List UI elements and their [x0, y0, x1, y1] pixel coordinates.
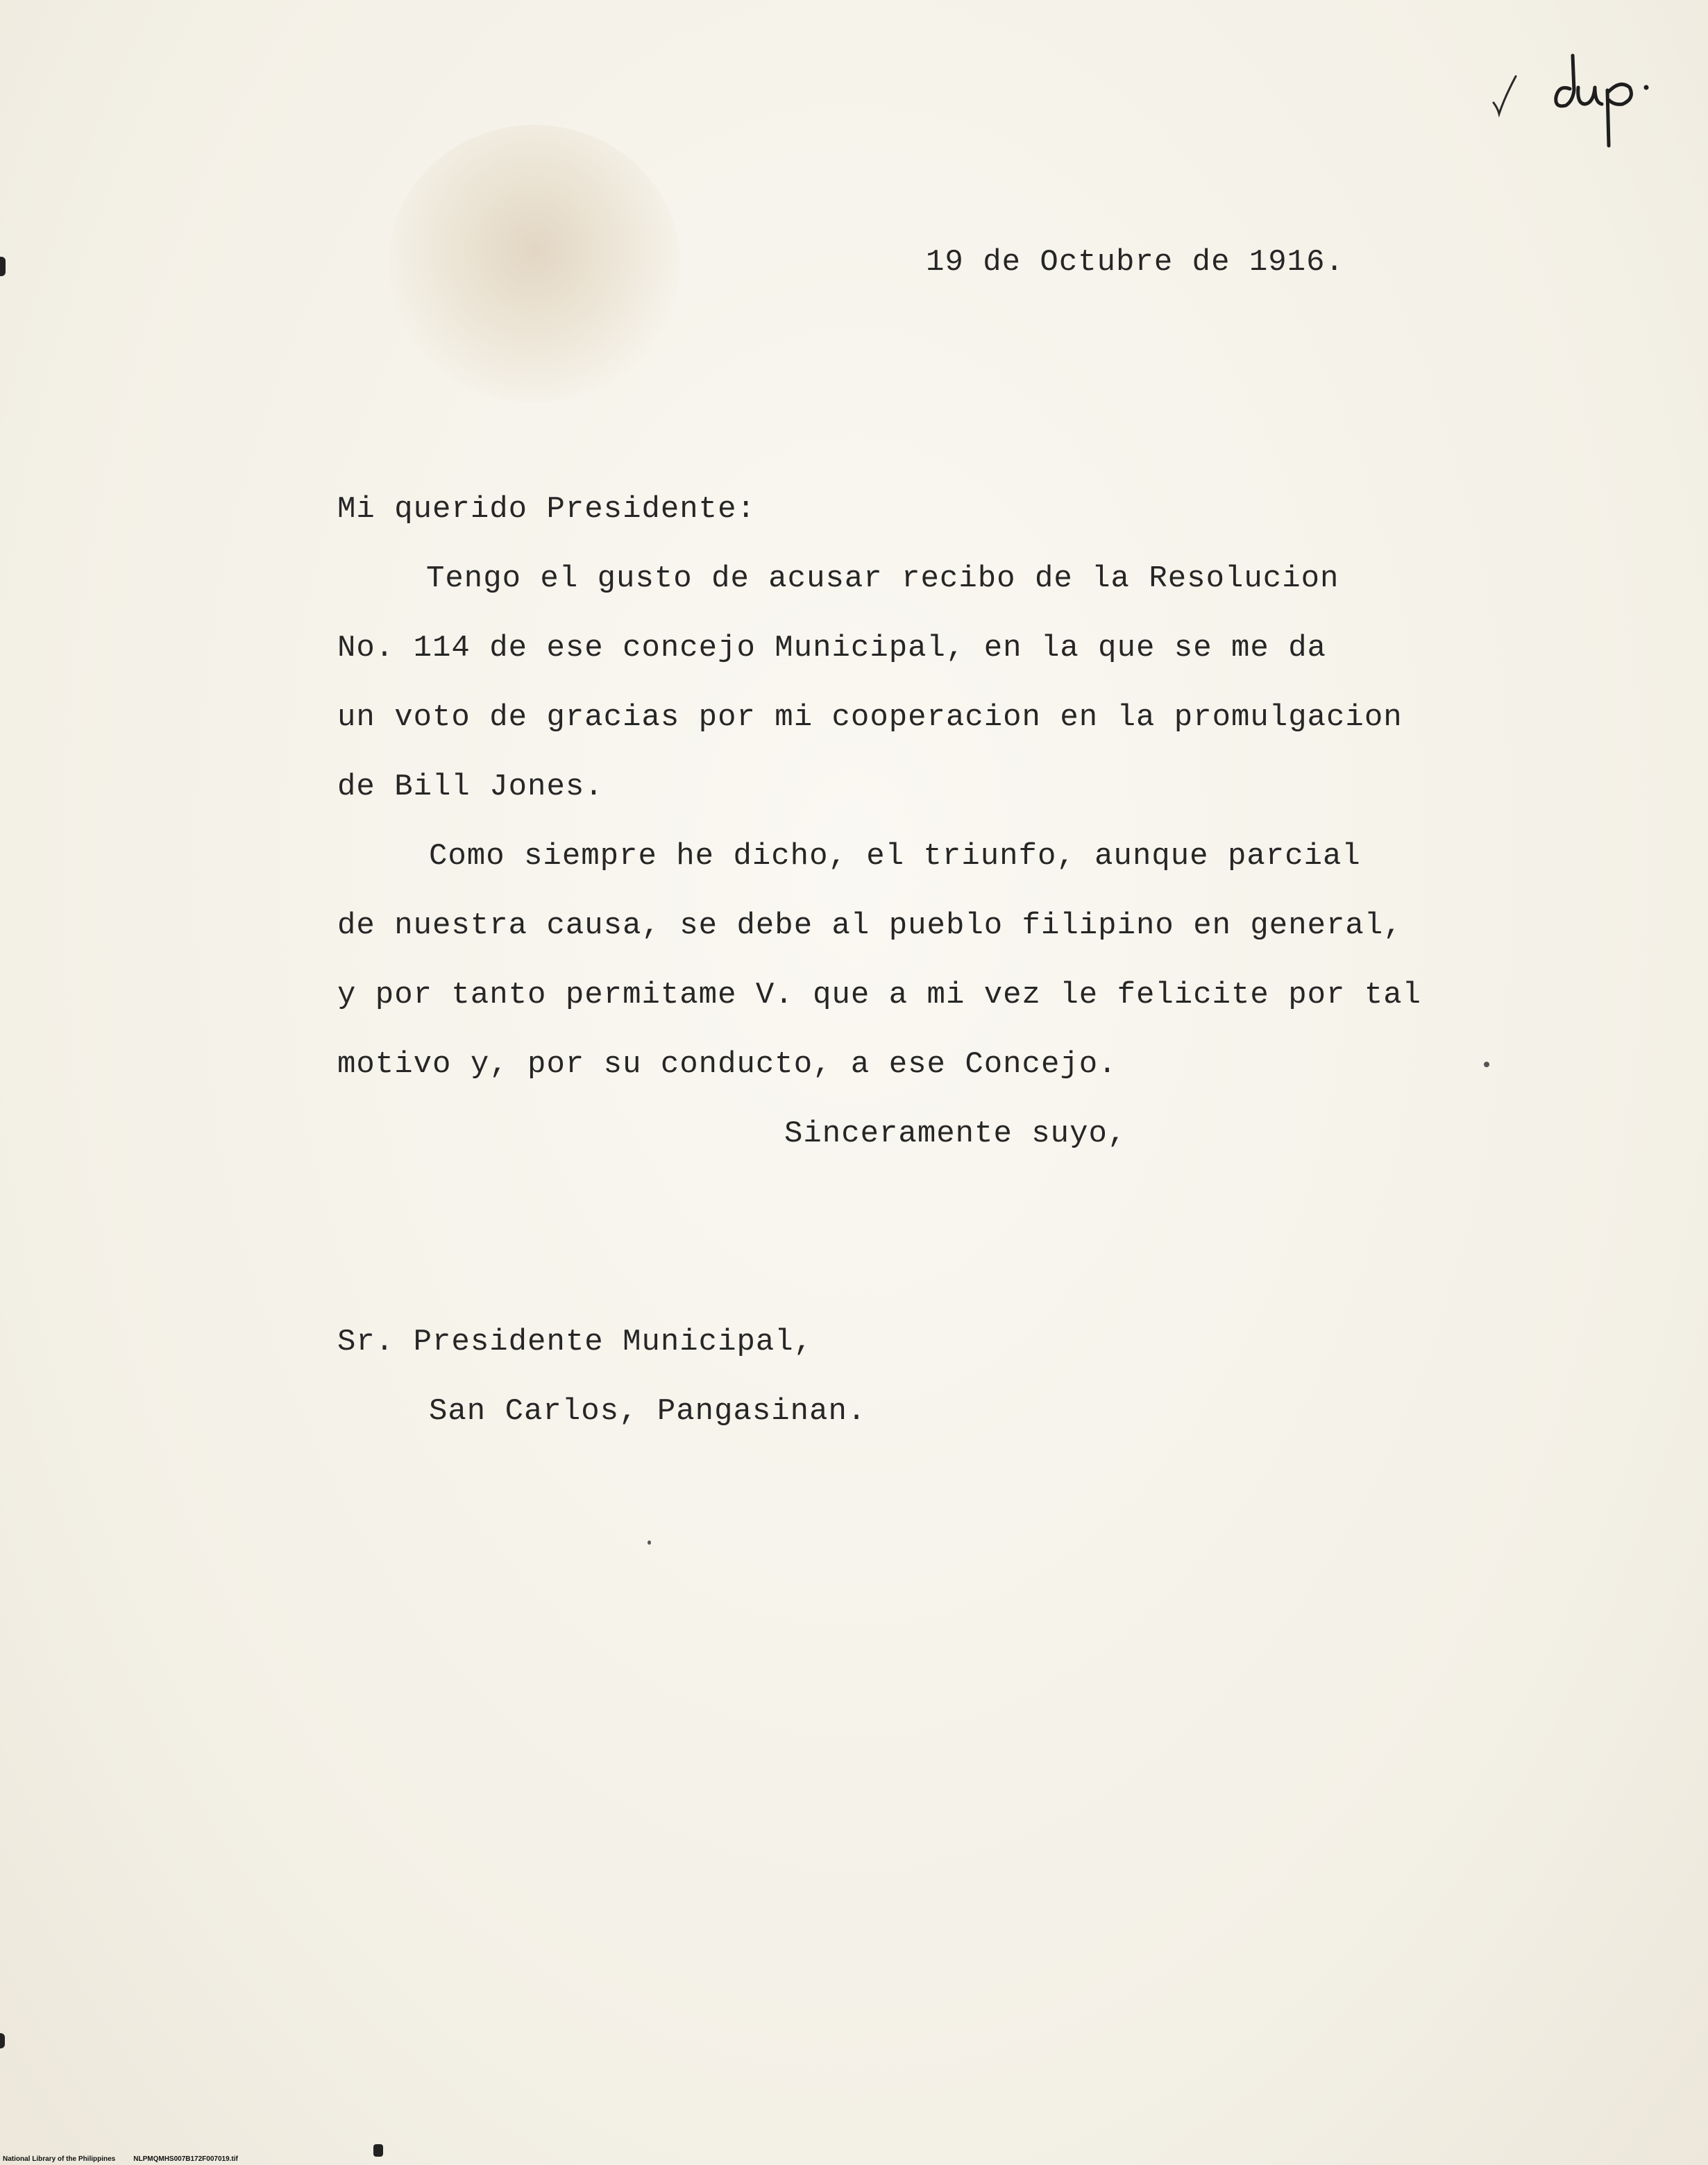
edge-mark-top — [0, 257, 6, 276]
water-stain — [389, 125, 680, 402]
speck — [1484, 1062, 1489, 1067]
recipient-line: Sr. Presidente Municipal, — [337, 1325, 813, 1359]
letter-date: 19 de Octubre de 1916. — [926, 245, 1344, 280]
body-line: y por tanto permitame V. que a mi vez le felicite por tal — [337, 978, 1422, 1012]
recipient-line: San Carlos, Pangasinan. — [429, 1394, 867, 1429]
body-line: motivo y, por su conducto, a ese Concejo. — [337, 1047, 1117, 1082]
speck — [648, 1540, 651, 1545]
edge-mark-bottom — [0, 2033, 5, 2048]
closing: Sinceramente suyo, — [784, 1117, 1127, 1151]
salutation: Mi querido Presidente: — [337, 492, 756, 527]
body-line: de Bill Jones. — [337, 770, 604, 804]
body-line: Tengo el gusto de acusar recibo de la Resolucion — [426, 561, 1339, 596]
body-line: Como siempre he dicho, el triunfo, aunque parcial — [429, 839, 1361, 874]
body-line: un voto de gracias por mi cooperacion en la promulgacion — [337, 700, 1403, 735]
body-line: No. 114 de ese concejo Municipal, en la que se me da — [337, 631, 1327, 665]
file-id: NLPMQMHS007B172F007019.tif — [133, 2155, 238, 2163]
handwritten-annotation — [1492, 42, 1659, 167]
body-line: de nuestra causa, se debe al pueblo filipino en general, — [337, 908, 1403, 943]
bottom-mark — [373, 2144, 383, 2157]
library-name: National Library of the Philippines — [3, 2155, 116, 2163]
scan-footer — [3, 2155, 256, 2163]
